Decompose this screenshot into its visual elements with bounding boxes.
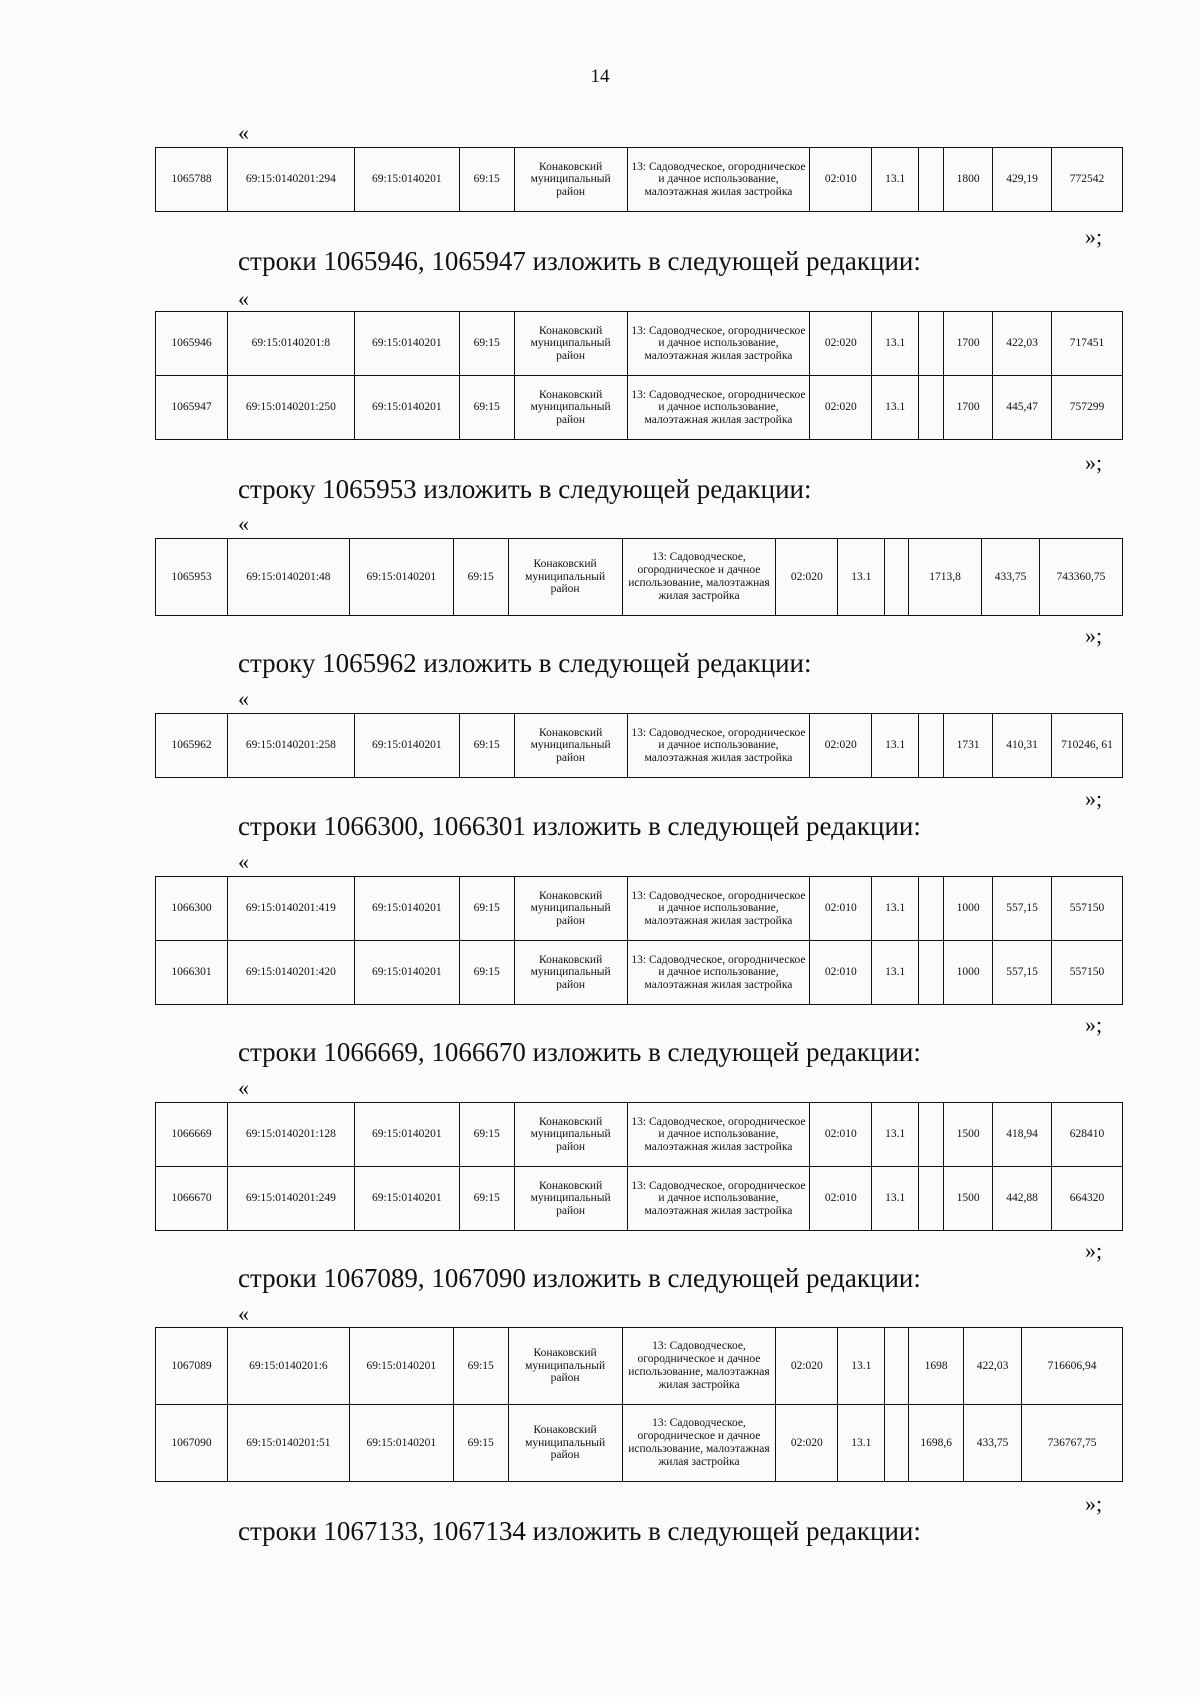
cadastral-quarter: 69:15:0140201 bbox=[349, 1328, 453, 1405]
area: 1731 bbox=[944, 714, 993, 778]
area: 1000 bbox=[944, 877, 993, 941]
row-id: 1065962 bbox=[156, 714, 228, 778]
close-quote: »; bbox=[1085, 1238, 1103, 1263]
row-id: 1065788 bbox=[156, 148, 228, 212]
table-row bbox=[156, 1103, 1123, 1167]
group-code: 13.1 bbox=[872, 714, 919, 778]
district-name: Конаковский муниципальный район bbox=[514, 877, 627, 941]
data-table bbox=[155, 1327, 1123, 1482]
open-quote: « bbox=[238, 286, 249, 311]
district-name: Конаковский муниципальный район bbox=[508, 1328, 622, 1405]
district-code: 69:15 bbox=[453, 1328, 508, 1405]
area: 1700 bbox=[944, 376, 993, 440]
district-code: 69:15 bbox=[459, 376, 514, 440]
district-name: Конаковский муниципальный район bbox=[508, 1405, 622, 1482]
row-id: 1066669 bbox=[156, 1103, 228, 1167]
zone-code: 02:020 bbox=[776, 1405, 838, 1482]
amendment-table bbox=[155, 876, 1123, 1005]
section-heading: строку 1065962 изложить в следующей редакции: bbox=[238, 648, 812, 678]
empty-cell bbox=[919, 148, 944, 212]
cadastral-quarter: 69:15:0140201 bbox=[349, 1405, 453, 1482]
open-quote: « bbox=[238, 686, 249, 711]
cadastral-number: 69:15:0140201:258 bbox=[227, 714, 354, 778]
data-table bbox=[155, 713, 1123, 778]
data-table bbox=[155, 147, 1123, 212]
open-quote: « bbox=[238, 849, 249, 874]
row-id: 1066670 bbox=[156, 1167, 228, 1231]
area: 1000 bbox=[944, 941, 993, 1005]
specific-value: 422,03 bbox=[964, 1328, 1022, 1405]
zone-code: 02:010 bbox=[810, 148, 872, 212]
specific-value: 410,31 bbox=[993, 714, 1052, 778]
district-code: 69:15 bbox=[459, 312, 514, 376]
amendment-table bbox=[155, 311, 1123, 440]
empty-cell bbox=[885, 1405, 909, 1482]
land-use: 13: Садоводческое, огородническое и дачное использование, малоэтажная жилая застройка bbox=[627, 312, 810, 376]
district-code: 69:15 bbox=[453, 539, 508, 616]
group-code: 13.1 bbox=[872, 877, 919, 941]
data-table bbox=[155, 311, 1123, 440]
district-name: Конаковский муниципальный район bbox=[514, 148, 627, 212]
zone-code: 02:010 bbox=[810, 941, 872, 1005]
district-name: Конаковский муниципальный район bbox=[514, 376, 627, 440]
cadastral-quarter: 69:15:0140201 bbox=[354, 941, 459, 1005]
table-row bbox=[156, 312, 1123, 376]
empty-cell bbox=[919, 941, 944, 1005]
land-use: 13: Садоводческое, огородническое и дачное использование, малоэтажная жилая застройка bbox=[627, 714, 810, 778]
table-row bbox=[156, 1328, 1123, 1405]
district-code: 69:15 bbox=[459, 1103, 514, 1167]
area: 1800 bbox=[944, 148, 993, 212]
land-use: 13: Садоводческое, огородническое и дачное использование, малоэтажная жилая застройка bbox=[622, 1405, 776, 1482]
group-code: 13.1 bbox=[838, 1405, 885, 1482]
open-quote: « bbox=[238, 511, 249, 536]
zone-code: 02:020 bbox=[776, 539, 838, 616]
land-use: 13: Садоводческое, огородническое и дачное использование, малоэтажная жилая застройка bbox=[627, 1167, 810, 1231]
zone-code: 02:020 bbox=[810, 312, 872, 376]
cadastral-value: 772542 bbox=[1052, 148, 1123, 212]
district-name: Конаковский муниципальный район bbox=[514, 1167, 627, 1231]
table-row bbox=[156, 941, 1123, 1005]
empty-cell bbox=[919, 376, 944, 440]
row-id: 1067089 bbox=[156, 1328, 228, 1405]
area: 1500 bbox=[944, 1167, 993, 1231]
zone-code: 02:020 bbox=[810, 376, 872, 440]
district-code: 69:15 bbox=[459, 1167, 514, 1231]
district-code: 69:15 bbox=[459, 877, 514, 941]
section-heading: строку 1065953 изложить в следующей редакции: bbox=[238, 474, 812, 504]
close-quote: »; bbox=[1085, 1491, 1103, 1516]
empty-cell bbox=[885, 1328, 909, 1405]
cadastral-number: 69:15:0140201:249 bbox=[227, 1167, 354, 1231]
zone-code: 02:020 bbox=[810, 714, 872, 778]
cadastral-number: 69:15:0140201:8 bbox=[227, 312, 354, 376]
cadastral-value: 557150 bbox=[1052, 877, 1123, 941]
open-quote: « bbox=[238, 1075, 249, 1100]
cadastral-value: 743360,75 bbox=[1039, 539, 1122, 616]
table-row bbox=[156, 539, 1123, 616]
cadastral-value: 716606,94 bbox=[1022, 1328, 1123, 1405]
cadastral-number: 69:15:0140201:294 bbox=[227, 148, 354, 212]
row-id: 1066301 bbox=[156, 941, 228, 1005]
specific-value: 442,88 bbox=[993, 1167, 1052, 1231]
row-id: 1065947 bbox=[156, 376, 228, 440]
district-name: Конаковский муниципальный район bbox=[514, 1103, 627, 1167]
area: 1713,8 bbox=[909, 539, 982, 616]
table-row bbox=[156, 148, 1123, 212]
table-row bbox=[156, 1405, 1123, 1482]
group-code: 13.1 bbox=[872, 1103, 919, 1167]
amendment-table bbox=[155, 713, 1123, 778]
specific-value: 418,94 bbox=[993, 1103, 1052, 1167]
cadastral-number: 69:15:0140201:419 bbox=[227, 877, 354, 941]
specific-value: 429,19 bbox=[993, 148, 1052, 212]
land-use: 13: Садоводческое, огородническое и дачное использование, малоэтажная жилая застройка bbox=[622, 539, 776, 616]
section-heading: строки 1067133, 1067134 изложить в следующей редакции: bbox=[238, 1516, 921, 1546]
empty-cell bbox=[919, 1167, 944, 1231]
zone-code: 02:010 bbox=[810, 1167, 872, 1231]
group-code: 13.1 bbox=[872, 1167, 919, 1231]
cadastral-number: 69:15:0140201:128 bbox=[227, 1103, 354, 1167]
close-quote: »; bbox=[1085, 224, 1103, 249]
land-use: 13: Садоводческое, огородническое и дачное использование, малоэтажная жилая застройка bbox=[627, 376, 810, 440]
cadastral-value: 557150 bbox=[1052, 941, 1123, 1005]
cadastral-quarter: 69:15:0140201 bbox=[349, 539, 453, 616]
area: 1698 bbox=[909, 1328, 964, 1405]
group-code: 13.1 bbox=[872, 376, 919, 440]
group-code: 13.1 bbox=[872, 148, 919, 212]
cadastral-value: 710246, 61 bbox=[1051, 714, 1122, 778]
open-quote: « bbox=[238, 120, 249, 145]
zone-code: 02:010 bbox=[810, 1103, 872, 1167]
area: 1500 bbox=[944, 1103, 993, 1167]
cadastral-quarter: 69:15:0140201 bbox=[354, 148, 459, 212]
land-use: 13: Садоводческое, огородническое и дачное использование, малоэтажная жилая застройка bbox=[627, 941, 810, 1005]
close-quote: »; bbox=[1085, 1012, 1103, 1037]
empty-cell bbox=[919, 714, 944, 778]
district-code: 69:15 bbox=[453, 1405, 508, 1482]
empty-cell bbox=[885, 539, 909, 616]
cadastral-number: 69:15:0140201:48 bbox=[227, 539, 349, 616]
cadastral-quarter: 69:15:0140201 bbox=[354, 1103, 459, 1167]
group-code: 13.1 bbox=[872, 312, 919, 376]
group-code: 13.1 bbox=[838, 1328, 885, 1405]
district-name: Конаковский муниципальный район bbox=[514, 941, 627, 1005]
amendment-table bbox=[155, 1102, 1123, 1231]
specific-value: 433,75 bbox=[982, 539, 1040, 616]
cadastral-value: 628410 bbox=[1052, 1103, 1123, 1167]
table-row bbox=[156, 714, 1123, 778]
data-table bbox=[155, 876, 1123, 1005]
cadastral-quarter: 69:15:0140201 bbox=[354, 376, 459, 440]
empty-cell bbox=[919, 1103, 944, 1167]
cadastral-quarter: 69:15:0140201 bbox=[354, 1167, 459, 1231]
zone-code: 02:010 bbox=[810, 877, 872, 941]
area: 1698,6 bbox=[909, 1405, 964, 1482]
land-use: 13: Садоводческое, огородническое и дачное использование, малоэтажная жилая застройка bbox=[627, 148, 810, 212]
district-name: Конаковский муниципальный район bbox=[514, 714, 627, 778]
open-quote: « bbox=[238, 1301, 249, 1326]
district-name: Конаковский муниципальный район bbox=[508, 539, 622, 616]
page-number: 14 bbox=[590, 66, 610, 87]
section-heading: строки 1066669, 1066670 изложить в следующей редакции: bbox=[238, 1037, 921, 1067]
cadastral-value: 664320 bbox=[1052, 1167, 1123, 1231]
cadastral-quarter: 69:15:0140201 bbox=[354, 714, 459, 778]
empty-cell bbox=[919, 877, 944, 941]
empty-cell bbox=[919, 312, 944, 376]
specific-value: 557,15 bbox=[993, 941, 1052, 1005]
district-code: 69:15 bbox=[459, 148, 514, 212]
land-use: 13: Садоводческое, огородническое и дачное использование, малоэтажная жилая застройка bbox=[627, 877, 810, 941]
cadastral-number: 69:15:0140201:51 bbox=[227, 1405, 349, 1482]
group-code: 13.1 bbox=[838, 539, 885, 616]
table-row bbox=[156, 376, 1123, 440]
row-id: 1065946 bbox=[156, 312, 228, 376]
table-row bbox=[156, 877, 1123, 941]
data-table bbox=[155, 538, 1123, 616]
cadastral-quarter: 69:15:0140201 bbox=[354, 312, 459, 376]
group-code: 13.1 bbox=[872, 941, 919, 1005]
specific-value: 422,03 bbox=[993, 312, 1052, 376]
close-quote: »; bbox=[1085, 623, 1103, 648]
row-id: 1067090 bbox=[156, 1405, 228, 1482]
row-id: 1065953 bbox=[156, 539, 228, 616]
cadastral-value: 736767,75 bbox=[1022, 1405, 1123, 1482]
cadastral-number: 69:15:0140201:420 bbox=[227, 941, 354, 1005]
cadastral-number: 69:15:0140201:250 bbox=[227, 376, 354, 440]
cadastral-quarter: 69:15:0140201 bbox=[354, 877, 459, 941]
district-name: Конаковский муниципальный район bbox=[514, 312, 627, 376]
close-quote: »; bbox=[1085, 450, 1103, 475]
district-code: 69:15 bbox=[459, 714, 514, 778]
table-row bbox=[156, 1167, 1123, 1231]
amendment-table bbox=[155, 1327, 1123, 1482]
row-id: 1066300 bbox=[156, 877, 228, 941]
section-heading: строки 1065946, 1065947 изложить в следующей редакции: bbox=[238, 246, 921, 276]
section-heading: строки 1066300, 1066301 изложить в следующей редакции: bbox=[238, 811, 921, 841]
district-code: 69:15 bbox=[459, 941, 514, 1005]
specific-value: 445,47 bbox=[993, 376, 1052, 440]
cadastral-value: 717451 bbox=[1052, 312, 1123, 376]
land-use: 13: Садоводческое, огородническое и дачное использование, малоэтажная жилая застройка bbox=[622, 1328, 776, 1405]
cadastral-number: 69:15:0140201:6 bbox=[227, 1328, 349, 1405]
land-use: 13: Садоводческое, огородническое и дачное использование, малоэтажная жилая застройка bbox=[627, 1103, 810, 1167]
amendment-table bbox=[155, 538, 1123, 616]
cadastral-value: 757299 bbox=[1052, 376, 1123, 440]
specific-value: 433,75 bbox=[964, 1405, 1022, 1482]
close-quote: »; bbox=[1085, 786, 1103, 811]
amendment-table bbox=[155, 147, 1123, 212]
area: 1700 bbox=[944, 312, 993, 376]
section-heading: строки 1067089, 1067090 изложить в следующей редакции: bbox=[238, 1263, 921, 1293]
data-table bbox=[155, 1102, 1123, 1231]
specific-value: 557,15 bbox=[993, 877, 1052, 941]
zone-code: 02:020 bbox=[776, 1328, 838, 1405]
